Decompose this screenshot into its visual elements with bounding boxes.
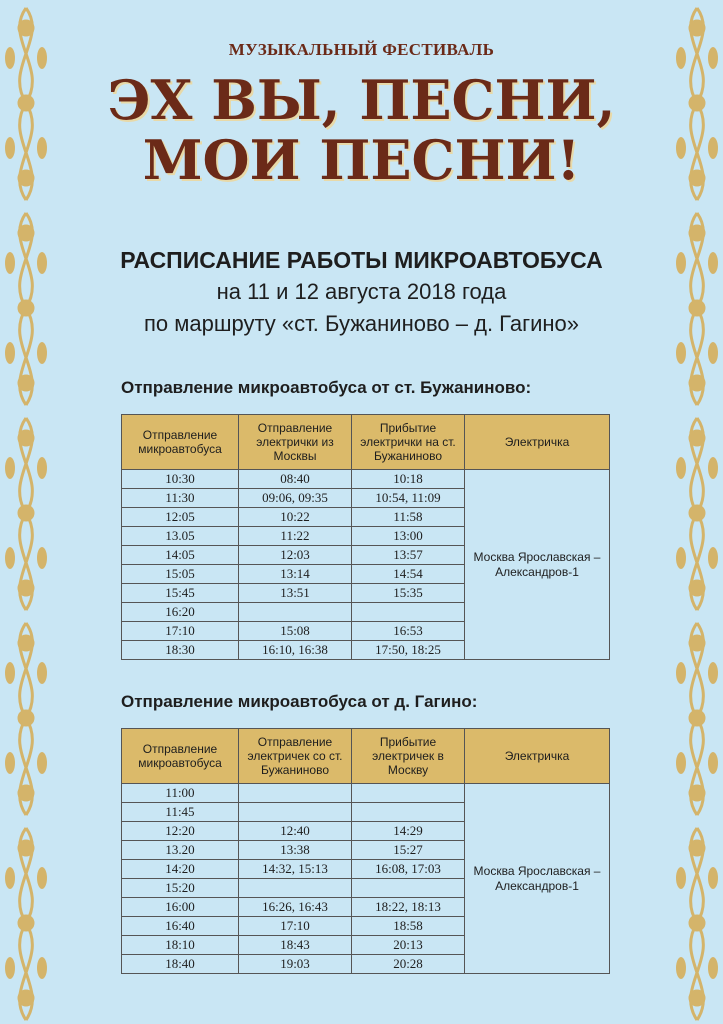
festival-label: МУЗЫКАЛЬНЫЙ ФЕСТИВАЛЬ <box>228 40 495 59</box>
table-cell <box>352 879 465 898</box>
table-cell: 18:30 <box>122 641 239 660</box>
festival-title-line1: ЭХ ВЫ, ПЕСНИ, <box>107 68 616 132</box>
table-cell: 14:32, 15:13 <box>239 860 352 879</box>
table-cell <box>239 879 352 898</box>
section1-title: Отправление микроавтобуса от ст. Бужаниново: <box>121 378 532 397</box>
ornament-motif <box>676 8 718 200</box>
table-cell <box>239 603 352 622</box>
table-cell: 18:43 <box>239 936 352 955</box>
section2-title: Отправление микроавтобуса от д. Гагино: <box>121 692 478 711</box>
table-cell: 16:53 <box>352 622 465 641</box>
table-cell: 15:08 <box>239 622 352 641</box>
ornament-motif <box>676 828 718 1020</box>
column-header: Отправление электрички из Москвы <box>239 415 352 470</box>
schedule-title: РАСПИСАНИЕ РАБОТЫ МИКРОАВТОБУСА <box>120 247 603 273</box>
table-cell: 19:03 <box>239 955 352 974</box>
table-cell: 13:57 <box>352 546 465 565</box>
table-cell: 15:05 <box>122 565 239 584</box>
table-cell: 16:00 <box>122 898 239 917</box>
table-header-row <box>122 415 610 470</box>
ornament-motif <box>5 828 47 1020</box>
table-row <box>122 784 610 803</box>
ornament-motif <box>5 213 47 405</box>
ornament-motif <box>676 213 718 405</box>
table-cell: 16:08, 17:03 <box>352 860 465 879</box>
ornament-motif <box>676 418 718 610</box>
table-cell <box>352 784 465 803</box>
table-cell: 13:00 <box>352 527 465 546</box>
schedule-table-gagino <box>121 728 610 974</box>
table-cell: 15:35 <box>352 584 465 603</box>
festival-title <box>60 70 663 190</box>
table-cell: 18:22, 18:13 <box>352 898 465 917</box>
table-cell: 12:20 <box>122 822 239 841</box>
table-cell: 16:10, 16:38 <box>239 641 352 660</box>
ornament-border-left <box>0 0 52 1024</box>
table-cell: 14:20 <box>122 860 239 879</box>
train-route-cell: Москва Ярославская – Александров-1 <box>465 470 610 660</box>
table-cell: 20:28 <box>352 955 465 974</box>
table-cell: 11:00 <box>122 784 239 803</box>
table-cell: 10:22 <box>239 508 352 527</box>
table-cell: 13:38 <box>239 841 352 860</box>
table-cell: 17:10 <box>122 622 239 641</box>
table-cell: 17:10 <box>239 917 352 936</box>
table-cell: 11:22 <box>239 527 352 546</box>
festival-title-line2: МОИ ПЕСНИ! <box>142 128 581 192</box>
table-cell: 09:06, 09:35 <box>239 489 352 508</box>
table-cell: 17:50, 18:25 <box>352 641 465 660</box>
table-cell: 11:45 <box>122 803 239 822</box>
table-cell: 13.05 <box>122 527 239 546</box>
schedule-dates: на 11 и 12 августа 2018 года <box>216 279 507 304</box>
table-cell: 13.20 <box>122 841 239 860</box>
column-header: Отправление электричек со ст. Бужаниново <box>239 729 352 784</box>
table-cell: 16:40 <box>122 917 239 936</box>
column-header: Прибытие электричек в Москву <box>352 729 465 784</box>
table-cell: 18:40 <box>122 955 239 974</box>
table-cell <box>352 803 465 822</box>
table-cell: 10:54, 11:09 <box>352 489 465 508</box>
table-cell: 13:14 <box>239 565 352 584</box>
table-cell: 16:26, 16:43 <box>239 898 352 917</box>
table-cell: 16:20 <box>122 603 239 622</box>
table-cell: 13:51 <box>239 584 352 603</box>
table-cell: 10:18 <box>352 470 465 489</box>
table-header-row <box>122 729 610 784</box>
train-route-cell: Москва Ярославская – Александров-1 <box>465 784 610 974</box>
table-cell: 08:40 <box>239 470 352 489</box>
ornament-border-right <box>671 0 723 1024</box>
table-cell: 14:05 <box>122 546 239 565</box>
table-cell: 15:20 <box>122 879 239 898</box>
table-cell: 15:27 <box>352 841 465 860</box>
schedule-route: по маршруту «ст. Бужаниново – д. Гагино» <box>143 311 580 336</box>
schedule-heading <box>60 244 663 340</box>
table-cell: 14:54 <box>352 565 465 584</box>
table-cell: 18:10 <box>122 936 239 955</box>
ornament-motif <box>5 418 47 610</box>
column-header: Электричка <box>465 729 610 784</box>
ornament-motif <box>676 623 718 815</box>
table-cell: 15:45 <box>122 584 239 603</box>
table-cell: 18:58 <box>352 917 465 936</box>
column-header: Отправление микроавтобуса <box>122 729 239 784</box>
schedule-table-buzhaninovo <box>121 414 610 660</box>
table-cell: 11:58 <box>352 508 465 527</box>
column-header: Отправление микроавтобуса <box>122 415 239 470</box>
table-cell: 12:03 <box>239 546 352 565</box>
table-cell: 20:13 <box>352 936 465 955</box>
table-cell: 11:30 <box>122 489 239 508</box>
table-cell <box>352 603 465 622</box>
table-cell: 10:30 <box>122 470 239 489</box>
festival-header <box>60 40 663 190</box>
table-row <box>122 470 610 489</box>
table-cell <box>239 803 352 822</box>
table-cell: 14:29 <box>352 822 465 841</box>
table-cell: 12:05 <box>122 508 239 527</box>
table-cell: 12:40 <box>239 822 352 841</box>
column-header: Прибытие электрички на ст. Бужаниново <box>352 415 465 470</box>
table-cell <box>239 784 352 803</box>
ornament-motif <box>5 623 47 815</box>
ornament-motif <box>5 8 47 200</box>
column-header: Электричка <box>465 415 610 470</box>
